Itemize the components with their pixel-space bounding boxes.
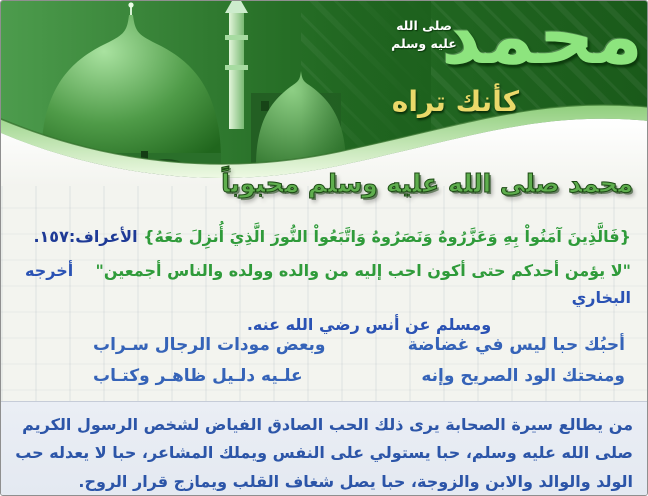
hadith-attribution-2: ومسلم عن أنس رضي الله عنه.: [246, 315, 492, 335]
closing-paragraph-box: [1, 401, 647, 495]
verse-reference: الأعراف:١٥٧.: [33, 227, 138, 246]
hadith-attribution-1: أخرجه البخاري: [25, 261, 631, 308]
hemistich-first: ومنحتك الود الصريح وإنه: [421, 366, 625, 386]
poetry-line: [93, 366, 625, 386]
quran-verse: {فَالَّذِينَ آمَنُواْ بِهِ وَعَزَّرُوهُ وَنَصَرُوهُ وَاتَّبَعُواْ النُّورَ الَّذِيَ أُنزِلَ مَعَهُ}: [143, 227, 631, 246]
hemistich-second: علـيه دلـيل ظاهـر وكتـاب: [93, 366, 303, 386]
poetry-section: [93, 335, 625, 397]
closing-paragraph: من يطالع سيرة الصحابة يرى ذلك الحب الصادق الفياض لشخص الرسول الكريم صلى الله عليه وسلم، حبا يستولي على النفس ويملك المشاعر، حبا لا يعدله حب الولد والوالد والابن والزوجة، حبا يصل شغاف القلب ويمازج قرار الروح.: [15, 415, 633, 491]
poetry-line: [93, 335, 625, 355]
hemistich-second: وبعض مودات الرجال سـراب: [93, 335, 326, 355]
salla-calligraphy: صلى الله عليه وسلم: [391, 18, 457, 52]
quran-verse-line: [17, 225, 631, 249]
page-title: محمد صلى الله عليه وسلم محبوباً: [221, 169, 633, 198]
prophet-name-calligraphy: محمد: [441, 0, 643, 82]
hadith-quote: "لا يؤمن أحدكم حتى أكون احب إليه من والده وولده والناس أجمعين": [95, 261, 631, 280]
header-tagline: كأنك تراه: [391, 85, 519, 118]
hemistich-first: أحبُك حبا ليس في غضاضة: [407, 335, 625, 355]
hadith-block: [17, 257, 631, 339]
